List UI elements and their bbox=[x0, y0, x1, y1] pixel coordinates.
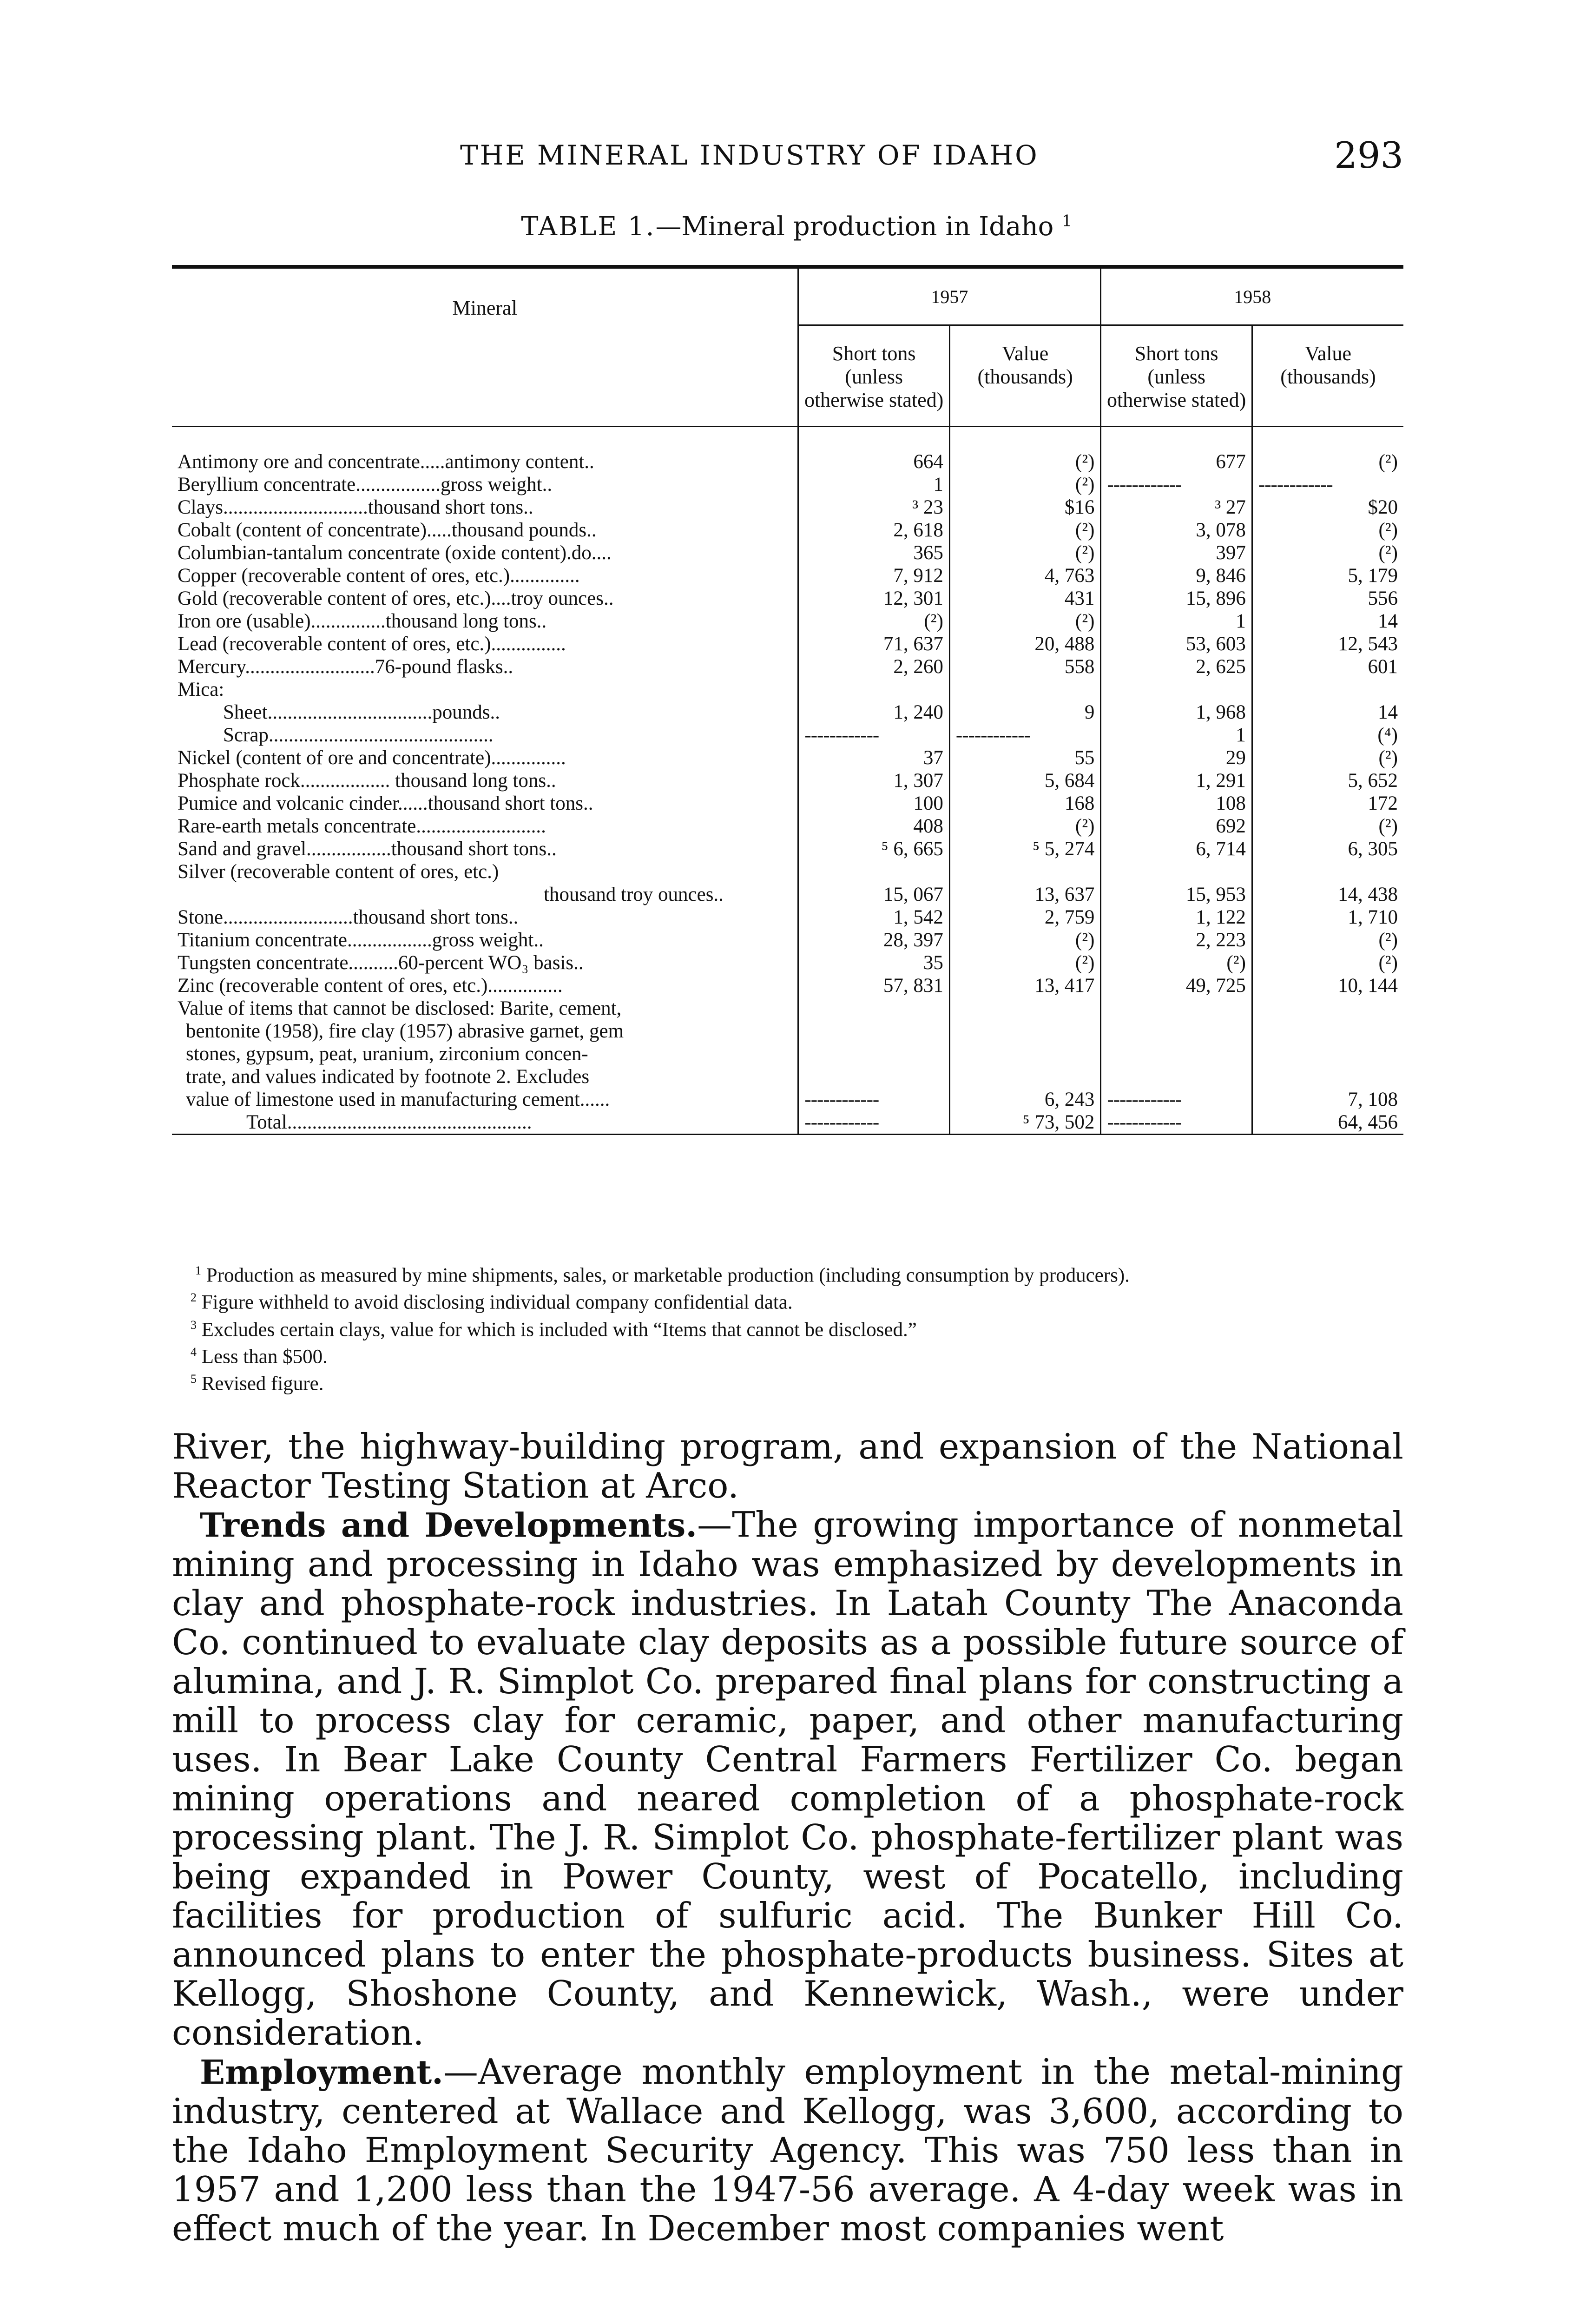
footnote bbox=[172, 1341, 1403, 1368]
cell-v58: (²) bbox=[1252, 951, 1403, 974]
cell-q58: ³ 27 bbox=[1101, 496, 1252, 519]
cell-v57: 13, 637 bbox=[949, 883, 1101, 906]
table-caption bbox=[0, 211, 1593, 242]
mineral-name: Beryllium concentrate.................gross weight.. bbox=[178, 474, 553, 495]
cell-v57: 168 bbox=[949, 792, 1101, 815]
cell-v58: (²) bbox=[1252, 450, 1403, 473]
cell-v57: (²) bbox=[949, 541, 1101, 564]
table-row bbox=[172, 815, 1403, 838]
cell-q58: 53, 603 bbox=[1101, 633, 1252, 655]
cell-v58: (²) bbox=[1252, 541, 1403, 564]
cell-v57: ⁵ 5, 274 bbox=[949, 838, 1101, 860]
table-row bbox=[172, 769, 1403, 792]
cell-v57: ⁵ 73, 502 bbox=[949, 1111, 1101, 1135]
table-title: —Mineral production in Idaho bbox=[655, 211, 1054, 242]
table-footnotes bbox=[172, 1260, 1403, 1395]
cell-v58: 6, 305 bbox=[1252, 838, 1403, 860]
cell-q57: 2, 260 bbox=[798, 655, 950, 678]
cell-q58: (²) bbox=[1101, 951, 1252, 974]
table-label: TABLE 1. bbox=[521, 211, 656, 242]
cell-v57: $16 bbox=[949, 496, 1101, 519]
mineral-name: Silver (recoverable content of ores, etc.) bbox=[178, 861, 499, 883]
cell-v57: 55 bbox=[949, 746, 1101, 769]
footnote-mark: 5 bbox=[191, 1372, 197, 1386]
cell-q58: 15, 896 bbox=[1101, 587, 1252, 610]
cell-v58: 64, 456 bbox=[1252, 1111, 1403, 1135]
cell-q57: 1, 307 bbox=[798, 769, 950, 792]
table-row-undisclosed bbox=[172, 1088, 1403, 1111]
empty-cell bbox=[1252, 997, 1403, 1020]
table-row bbox=[172, 951, 1403, 974]
footnote-text: Excludes certain clays, value for which is included with “Items that cannot be disclosed.” bbox=[201, 1318, 917, 1340]
cell-q57: ⁵ 6, 665 bbox=[798, 838, 950, 860]
cell-v58: 1, 710 bbox=[1252, 906, 1403, 929]
mineral-name: thousand troy ounces.. bbox=[544, 884, 724, 905]
trends-text: —The growing importance of nonmetal mining and processing in Idaho was emphasized by developments in clay and phosphate-rock industries. In Latah County The Anaconda Co. continued to evaluate clay deposits as a possible future source of alumina, and J. R. Simplot Co. prepared final plans for constructing a mill to process clay for ceramic, paper, and other manufacturing uses. In Bear Lake County Central Farmers Fertilizer Co. began mining operations and neared completion of a phosphate-rock processing plant. The J. R. Simplot Co. phosphate-fertilizer plant was being expanded in Power County, west of Pocatello, including facilities for production of sulfuric acid. The Bunker Hill Co. announced plans to enter the phosphate-products business. Sites at Kellogg, Shoshone County, and Kennewick, Wash., were under consideration. bbox=[172, 1504, 1403, 2053]
footnote-text: Figure withheld to avoid disclosing individual company confidential data. bbox=[201, 1291, 793, 1314]
table-row bbox=[172, 883, 1403, 906]
cell-q58: 108 bbox=[1101, 792, 1252, 815]
cell-q58: 15, 953 bbox=[1101, 883, 1252, 906]
cell-q57: 71, 637 bbox=[798, 633, 950, 655]
undisclosed-line: Value of items that cannot be disclosed: Barite, cement, bbox=[178, 997, 622, 1019]
page-number: 293 bbox=[1334, 135, 1403, 177]
cell-q58: 29 bbox=[1101, 746, 1252, 769]
mineral-name: Titanium concentrate.................gross weight.. bbox=[178, 929, 544, 951]
cell-v58 bbox=[1252, 678, 1403, 701]
cell-q57: 1 bbox=[798, 473, 950, 496]
mineral-name: Rare-earth metals concentrate.......................... bbox=[178, 815, 546, 837]
cell-v58 bbox=[1252, 860, 1403, 883]
cell-v57: 2, 759 bbox=[949, 906, 1101, 929]
table-row bbox=[172, 473, 1403, 496]
mineral-name: Iron ore (usable)...............thousand long tons.. bbox=[178, 610, 547, 632]
mineral-name: Tungsten concentrate..........60-percent WO₃ basis.. bbox=[178, 952, 584, 974]
cell-q57: 100 bbox=[798, 792, 950, 815]
cell-q58: 9, 846 bbox=[1101, 564, 1252, 587]
cell-q58: ------------ bbox=[1101, 1088, 1252, 1111]
cell-q57: 7, 912 bbox=[798, 564, 950, 587]
trends-paragraph bbox=[172, 1505, 1403, 2052]
cell-q58: 3, 078 bbox=[1101, 519, 1252, 541]
table-row bbox=[172, 450, 1403, 473]
mineral-name: Pumice and volcanic cinder......thousand short tons.. bbox=[178, 792, 593, 814]
cell-q58 bbox=[1101, 678, 1252, 701]
cell-q58: 397 bbox=[1101, 541, 1252, 564]
table-row bbox=[172, 724, 1403, 746]
table-row bbox=[172, 929, 1403, 951]
cell-v57 bbox=[949, 678, 1101, 701]
cell-v58: 601 bbox=[1252, 655, 1403, 678]
cell-q58: ------------ bbox=[1101, 1111, 1252, 1135]
table-row bbox=[172, 678, 1403, 701]
table-row bbox=[172, 701, 1403, 724]
cell-q57: 12, 301 bbox=[798, 587, 950, 610]
mineral-name: Cobalt (content of concentrate).....thousand pounds.. bbox=[178, 519, 597, 541]
empty-cell bbox=[1252, 1065, 1403, 1088]
cell-q57 bbox=[798, 678, 950, 701]
cell-v58: 556 bbox=[1252, 587, 1403, 610]
body-text bbox=[172, 1427, 1403, 2248]
cell-q58: 1 bbox=[1101, 724, 1252, 746]
empty-cell bbox=[1252, 1020, 1403, 1043]
table-row bbox=[172, 541, 1403, 564]
footnote-mark: 4 bbox=[191, 1345, 197, 1359]
mineral-name: Phosphate rock.................. thousand long tons.. bbox=[178, 770, 556, 792]
trends-heading: Trends and Developments. bbox=[200, 1505, 698, 1545]
mineral-production-table bbox=[172, 265, 1403, 1140]
cell-v58: 14 bbox=[1252, 610, 1403, 633]
cell-v57 bbox=[949, 860, 1101, 883]
cell-q58: 677 bbox=[1101, 450, 1252, 473]
cell-v57: (²) bbox=[949, 450, 1101, 473]
cell-v57: (²) bbox=[949, 929, 1101, 951]
undisclosed-line: bentonite (1958), fire clay (1957) abrasive garnet, gem bbox=[186, 1020, 624, 1042]
table-row-undisclosed bbox=[172, 997, 1403, 1020]
footnote-text: Production as measured by mine shipments, sales, or marketable production (including consumption by producers). bbox=[206, 1264, 1130, 1287]
cell-v57: 4, 763 bbox=[949, 564, 1101, 587]
mineral-name: Columbian-tantalum concentrate (oxide content).do.... bbox=[178, 542, 612, 564]
cell-v57: 558 bbox=[949, 655, 1101, 678]
empty-cell bbox=[798, 1020, 950, 1043]
column-header-year-1957: 1957 bbox=[798, 267, 1101, 325]
cell-q58: 2, 625 bbox=[1101, 655, 1252, 678]
cell-q57: ³ 23 bbox=[798, 496, 950, 519]
mineral-name: Nickel (content of ore and concentrate)............... bbox=[178, 747, 566, 769]
cell-q58: 692 bbox=[1101, 815, 1252, 838]
footnote-mark: 2 bbox=[191, 1291, 197, 1305]
table-row bbox=[172, 633, 1403, 655]
continuation-paragraph: River, the highway-building program, and expansion of the National Reactor Testing Station at Arco. bbox=[172, 1426, 1403, 1506]
empty-cell bbox=[798, 997, 950, 1020]
table-row-undisclosed bbox=[172, 1020, 1403, 1043]
cell-v57: 9 bbox=[949, 701, 1101, 724]
table-row bbox=[172, 974, 1403, 997]
footnote-text: Revised figure. bbox=[201, 1373, 324, 1395]
mineral-production-table-wrapper bbox=[172, 265, 1403, 1140]
mineral-name: Sheet.................................pounds.. bbox=[223, 701, 500, 723]
cell-q57: 408 bbox=[798, 815, 950, 838]
table-row-undisclosed bbox=[172, 1065, 1403, 1088]
table-row bbox=[172, 746, 1403, 769]
column-header-quantity-1958: Short tons (unless otherwise stated) bbox=[1101, 325, 1252, 427]
undisclosed-line: value of limestone used in manufacturing cement...... bbox=[186, 1089, 610, 1110]
cell-v58: (²) bbox=[1252, 929, 1403, 951]
cell-v58: 14, 438 bbox=[1252, 883, 1403, 906]
cell-q57: 28, 397 bbox=[798, 929, 950, 951]
caption-footnote-ref: 1 bbox=[1062, 211, 1072, 231]
table-row bbox=[172, 519, 1403, 541]
cell-q57: (²) bbox=[798, 610, 950, 633]
cell-v58: (⁴) bbox=[1252, 724, 1403, 746]
cell-v58: 7, 108 bbox=[1252, 1088, 1403, 1111]
cell-v58: 5, 179 bbox=[1252, 564, 1403, 587]
column-header-year-1958: 1958 bbox=[1101, 267, 1403, 325]
empty-cell bbox=[798, 1043, 950, 1065]
cell-v57: 431 bbox=[949, 587, 1101, 610]
column-header-mineral: Mineral bbox=[172, 267, 798, 427]
undisclosed-line: stones, gypsum, peat, uranium, zirconium concen- bbox=[186, 1043, 588, 1065]
cell-q57: 35 bbox=[798, 951, 950, 974]
employment-paragraph bbox=[172, 2052, 1403, 2248]
total-row bbox=[172, 1111, 1403, 1135]
table-row bbox=[172, 564, 1403, 587]
mineral-name: Antimony ore and concentrate.....antimony content.. bbox=[178, 451, 594, 473]
cell-v57: 5, 684 bbox=[949, 769, 1101, 792]
mineral-name: Zinc (recoverable content of ores, etc.)............... bbox=[178, 975, 563, 997]
table-row bbox=[172, 792, 1403, 815]
cell-q58: 1 bbox=[1101, 610, 1252, 633]
mineral-name: Gold (recoverable content of ores, etc.)....troy ounces.. bbox=[178, 588, 614, 609]
footnote bbox=[172, 1368, 1403, 1395]
running-header bbox=[172, 135, 1403, 177]
cell-q57: ------------ bbox=[798, 724, 950, 746]
table-end-rule bbox=[172, 1135, 1403, 1140]
cell-q57: 365 bbox=[798, 541, 950, 564]
footnote-text: Less than $500. bbox=[201, 1346, 328, 1368]
cell-v58: 10, 144 bbox=[1252, 974, 1403, 997]
table-row-undisclosed bbox=[172, 1043, 1403, 1065]
footnote-mark: 1 bbox=[195, 1264, 201, 1277]
table-row bbox=[172, 906, 1403, 929]
empty-cell bbox=[1101, 997, 1252, 1020]
mineral-name: Mica: bbox=[178, 679, 224, 700]
cell-q58: 2, 223 bbox=[1101, 929, 1252, 951]
cell-v58: (²) bbox=[1252, 815, 1403, 838]
cell-q58: 6, 714 bbox=[1101, 838, 1252, 860]
cell-q57: 57, 831 bbox=[798, 974, 950, 997]
empty-cell bbox=[949, 1065, 1101, 1088]
table-row bbox=[172, 587, 1403, 610]
cell-v57: (²) bbox=[949, 519, 1101, 541]
cell-v58: 172 bbox=[1252, 792, 1403, 815]
mineral-name: Clays.............................thousand short tons.. bbox=[178, 496, 533, 518]
empty-cell bbox=[949, 1020, 1101, 1043]
cell-q58: 1, 968 bbox=[1101, 701, 1252, 724]
table-body bbox=[172, 427, 1403, 1140]
cell-v57: (²) bbox=[949, 473, 1101, 496]
undisclosed-line: trate, and values indicated by footnote 2. Excludes bbox=[186, 1066, 590, 1088]
mineral-name: Stone..........................thousand short tons.. bbox=[178, 906, 519, 928]
cell-v57: 13, 417 bbox=[949, 974, 1101, 997]
cell-v57: ------------ bbox=[949, 724, 1101, 746]
cell-q57 bbox=[798, 860, 950, 883]
empty-cell bbox=[949, 1043, 1101, 1065]
empty-cell bbox=[1101, 1065, 1252, 1088]
cell-v58: (²) bbox=[1252, 746, 1403, 769]
cell-q57: 37 bbox=[798, 746, 950, 769]
footnote bbox=[172, 1260, 1403, 1287]
column-header-value-1957: Value (thousands) bbox=[949, 325, 1101, 427]
mineral-name: Sand and gravel.................thousand short tons.. bbox=[178, 838, 557, 860]
empty-cell bbox=[798, 1065, 950, 1088]
cell-q57: ------------ bbox=[798, 1088, 950, 1111]
cell-q58: 49, 725 bbox=[1101, 974, 1252, 997]
cell-q58: 1, 122 bbox=[1101, 906, 1252, 929]
cell-q57: 1, 542 bbox=[798, 906, 950, 929]
empty-cell bbox=[1101, 1043, 1252, 1065]
total-label: Total................................................. bbox=[246, 1111, 532, 1133]
table-row bbox=[172, 838, 1403, 860]
cell-v58: $20 bbox=[1252, 496, 1403, 519]
cell-v57: 6, 243 bbox=[949, 1088, 1101, 1111]
table-row bbox=[172, 496, 1403, 519]
table-row bbox=[172, 610, 1403, 633]
cell-v57: 20, 488 bbox=[949, 633, 1101, 655]
running-title: THE MINERAL INDUSTRY OF IDAHO bbox=[460, 139, 1039, 171]
table-row bbox=[172, 860, 1403, 883]
footnote-mark: 3 bbox=[191, 1318, 197, 1332]
cell-q57: 1, 240 bbox=[798, 701, 950, 724]
mineral-name: Copper (recoverable content of ores, etc.).............. bbox=[178, 565, 580, 587]
cell-q57: 664 bbox=[798, 450, 950, 473]
footnote bbox=[172, 1314, 1403, 1341]
cell-v57: (²) bbox=[949, 815, 1101, 838]
mineral-name: Mercury..........................76-pound flasks.. bbox=[178, 656, 513, 678]
column-header-quantity-1957: Short tons (unless otherwise stated) bbox=[798, 325, 950, 427]
cell-v58: ------------ bbox=[1252, 473, 1403, 496]
employment-text: —Average monthly employment in the metal-mining industry, centered at Wallace and Kellogg, was 3,600, according to the Idaho Employment Security Agency. This was 750 less than in 1957 and 1,200 less than the 1947-56 average. A 4-day week was in effect much of the year. In December most companies went bbox=[172, 2051, 1403, 2249]
cell-q57: ------------ bbox=[798, 1111, 950, 1135]
cell-v58: 12, 543 bbox=[1252, 633, 1403, 655]
cell-v58: 5, 652 bbox=[1252, 769, 1403, 792]
employment-heading: Employment. bbox=[200, 2053, 443, 2092]
cell-q58 bbox=[1101, 860, 1252, 883]
cell-q57: 15, 067 bbox=[798, 883, 950, 906]
footnote bbox=[172, 1287, 1403, 1314]
empty-cell bbox=[1252, 1043, 1403, 1065]
mineral-name: Scrap............................................. bbox=[223, 724, 494, 746]
cell-q57: 2, 618 bbox=[798, 519, 950, 541]
cell-v57: (²) bbox=[949, 610, 1101, 633]
cell-v58: 14 bbox=[1252, 701, 1403, 724]
cell-v58: (²) bbox=[1252, 519, 1403, 541]
mineral-name: Lead (recoverable content of ores, etc.)............... bbox=[178, 633, 566, 655]
empty-cell bbox=[949, 997, 1101, 1020]
empty-cell bbox=[1101, 1020, 1252, 1043]
column-header-value-1958: Value (thousands) bbox=[1252, 325, 1403, 427]
table-row bbox=[172, 655, 1403, 678]
cell-v57: (²) bbox=[949, 951, 1101, 974]
cell-q58: ------------ bbox=[1101, 473, 1252, 496]
cell-q58: 1, 291 bbox=[1101, 769, 1252, 792]
